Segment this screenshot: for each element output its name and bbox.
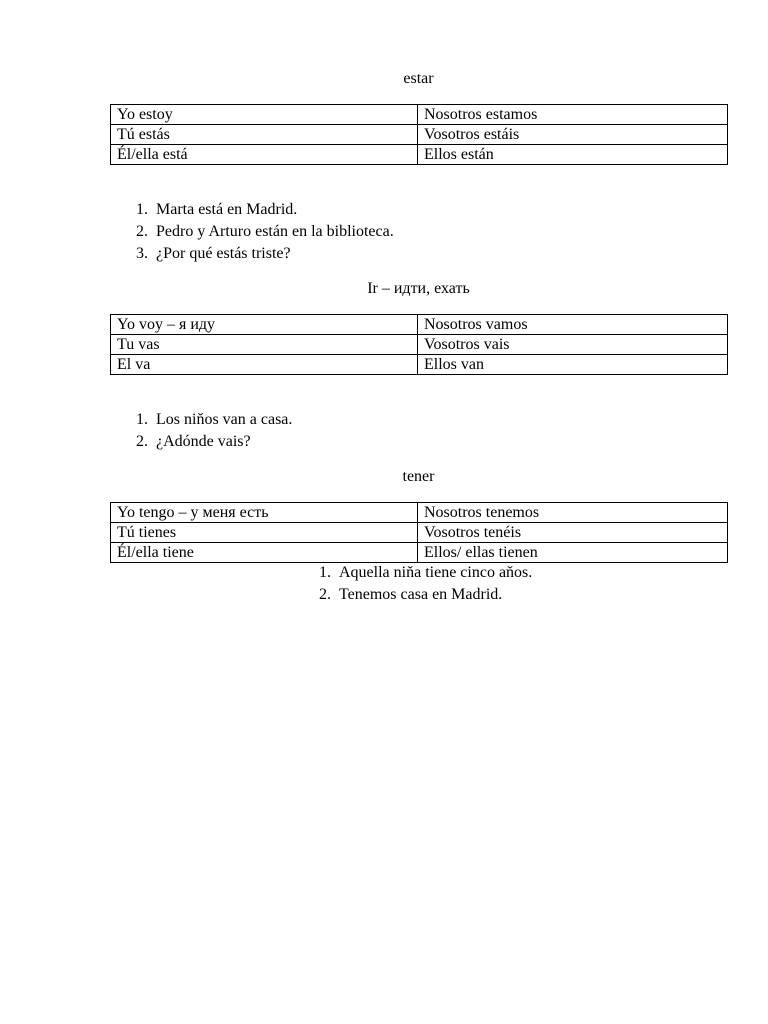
list-item bbox=[124, 199, 394, 221]
section-heading-tener: tener bbox=[402, 468, 435, 485]
section-heading-ir: Ir – идти, ехать bbox=[367, 280, 470, 297]
list-text: ¿Por qué estás triste? bbox=[156, 245, 291, 262]
table-cell: Ellos/ ellas tienen bbox=[418, 543, 728, 563]
list-text: Marta está en Madrid. bbox=[156, 201, 298, 218]
table-cell: Él/ella tiene bbox=[111, 543, 418, 563]
list-item bbox=[307, 584, 532, 606]
list-number: 1. bbox=[136, 411, 148, 428]
list-item bbox=[124, 221, 394, 243]
list-number: 2. bbox=[136, 223, 148, 240]
table-row bbox=[111, 523, 728, 543]
table-cell: Nosotros tenemos bbox=[418, 503, 728, 523]
list-number: 1. bbox=[319, 564, 331, 581]
table-row bbox=[111, 105, 728, 125]
list-item bbox=[124, 431, 292, 453]
table-row bbox=[111, 145, 728, 165]
table-cell: El va bbox=[111, 355, 418, 375]
conjugation-table-tener bbox=[110, 502, 728, 563]
table-row bbox=[111, 503, 728, 523]
table-cell: Ellos están bbox=[418, 145, 728, 165]
table-row bbox=[111, 315, 728, 335]
list-text: Los niňos van a casa. bbox=[156, 411, 293, 428]
list-text: Aquella niňa tiene cinco aňos. bbox=[339, 564, 533, 581]
table-row bbox=[111, 335, 728, 355]
table-cell: Ellos van bbox=[418, 355, 728, 375]
table-cell: Yo voy – я иду bbox=[111, 315, 418, 335]
examples-list-estar bbox=[124, 199, 394, 265]
list-item bbox=[124, 243, 394, 265]
list-item bbox=[124, 409, 292, 431]
list-text: Pedro y Arturo están en la biblioteca. bbox=[156, 223, 394, 240]
list-number: 2. bbox=[319, 586, 331, 603]
examples-list-ir bbox=[124, 409, 292, 453]
table-row bbox=[111, 125, 728, 145]
table-cell: Nosotros vamos bbox=[418, 315, 728, 335]
table-row bbox=[111, 355, 728, 375]
list-number: 2. bbox=[136, 433, 148, 450]
table-cell: Yo estoy bbox=[111, 105, 418, 125]
list-text: Tenemos casa en Madrid. bbox=[339, 586, 503, 603]
list-text: ¿Adónde vais? bbox=[156, 433, 251, 450]
list-number: 3. bbox=[136, 245, 148, 262]
list-item bbox=[307, 562, 532, 584]
conjugation-table-estar bbox=[110, 104, 728, 165]
table-cell: Tú tienes bbox=[111, 523, 418, 543]
table-cell: Nosotros estamos bbox=[418, 105, 728, 125]
list-number: 1. bbox=[136, 201, 148, 218]
table-cell: Tu vas bbox=[111, 335, 418, 355]
conjugation-table-ir bbox=[110, 314, 728, 375]
table-cell: Vosotros vais bbox=[418, 335, 728, 355]
section-heading-estar: estar bbox=[403, 70, 434, 87]
table-cell: Él/ella está bbox=[111, 145, 418, 165]
table-cell: Yo tengo – у меня есть bbox=[111, 503, 418, 523]
table-row bbox=[111, 543, 728, 563]
table-cell: Tú estás bbox=[111, 125, 418, 145]
table-cell: Vosotros estáis bbox=[418, 125, 728, 145]
examples-list-tener bbox=[307, 562, 532, 606]
table-cell: Vosotros tenéis bbox=[418, 523, 728, 543]
